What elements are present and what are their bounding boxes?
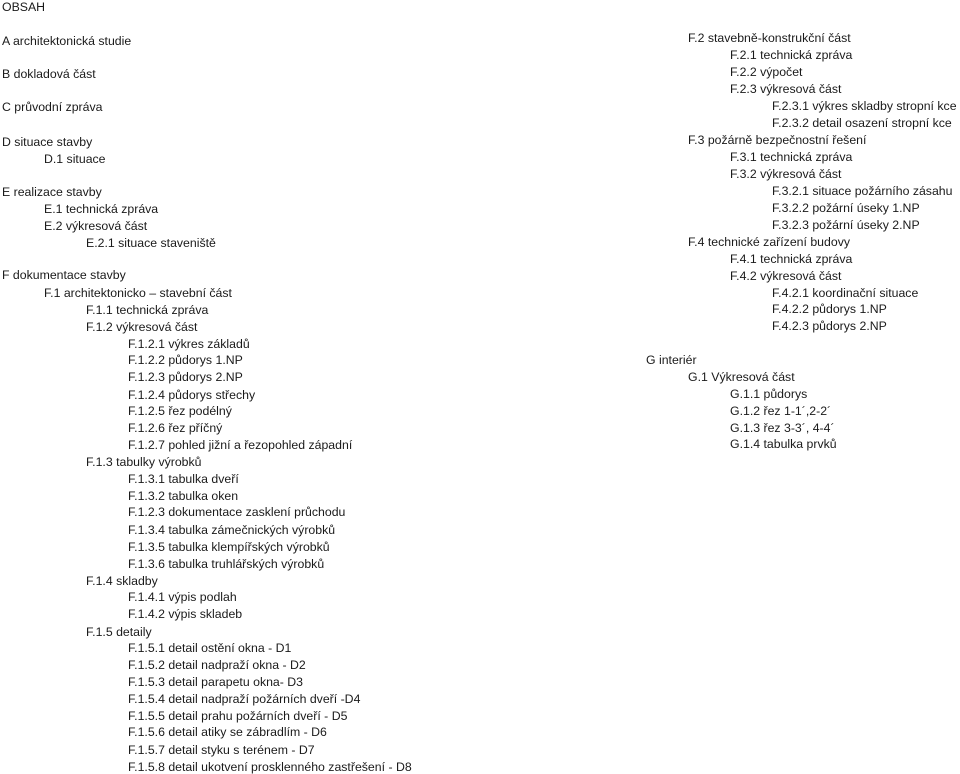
toc-entry: F.1.4.2 výpis skladeb — [128, 607, 243, 621]
toc-entry: F.1.1 technická zpráva — [86, 303, 209, 317]
toc-entry: F.1.5 detaily — [86, 625, 152, 639]
toc-entry: F.1.3.6 tabulka truhlářských výrobků — [128, 557, 325, 571]
toc-entry: F.4.2 výkresová část — [730, 269, 842, 283]
toc-entry: F.1.2.2 půdorys 1.NP — [128, 353, 243, 367]
toc-entry: F.3.2.3 požární úseky 2.NP — [772, 218, 920, 232]
toc-entry: F.4.2.2 půdorys 1.NP — [772, 302, 887, 316]
toc-entry: F.1.3.4 tabulka zámečnických výrobků — [128, 523, 336, 537]
toc-entry: F.1.5.4 detail nadpraží požárních dveří -D4 — [128, 692, 361, 706]
toc-entry: F.2.1 technická zpráva — [730, 48, 853, 62]
toc-entry: F.1.2.4 půdorys střechy — [128, 388, 256, 402]
toc-entry: G.1.4 tabulka prvků — [730, 437, 837, 451]
toc-entry: G.1.1 půdorys — [730, 387, 808, 401]
toc-entry: F.1.5.2 detail nadpraží okna - D2 — [128, 658, 306, 672]
heading: OBSAH — [2, 0, 46, 14]
toc-entry: F.3.2 výkresová část — [730, 167, 842, 181]
toc-entry: F dokumentace stavby — [2, 268, 126, 282]
toc-entry: G.1.2 řez 1-1´,2-2´ — [730, 404, 832, 418]
toc-entry: F.1.5.7 detail styku s terénem - D7 — [128, 743, 315, 757]
toc-entry: B dokladová část — [2, 67, 96, 81]
toc-entry: F.1.3 tabulky výrobků — [86, 455, 202, 469]
toc-entry: F.2 stavebně-konstrukční část — [688, 31, 851, 45]
toc-entry: F.1.5.3 detail parapetu okna- D3 — [128, 675, 304, 689]
toc-entry: F.1.2 výkresová část — [86, 320, 198, 334]
toc-entry: D situace stavby — [2, 135, 93, 149]
toc-entry: F.1.4.1 výpis podlah — [128, 590, 237, 604]
toc-entry: F.3 požárně bezpečnostní řešení — [688, 133, 867, 147]
toc-entry: F.4.2.3 půdorys 2.NP — [772, 319, 887, 333]
toc-entry: F.1.3.5 tabulka klempířských výrobků — [128, 540, 330, 554]
toc-entry: E.1 technická zpráva — [44, 202, 159, 216]
toc-entry: F.1.4 skladby — [86, 574, 158, 588]
toc-entry: F.1.2.3 dokumentace zasklení průchodu — [128, 505, 346, 519]
toc-entry: G.1 Výkresová část — [688, 370, 795, 384]
toc-entry: F.1.5.5 detail prahu požárních dveří - D5 — [128, 709, 348, 723]
toc-entry: F.3.2.2 požární úseky 1.NP — [772, 201, 920, 215]
toc-entry: F.1.3.1 tabulka dveří — [128, 472, 239, 486]
toc-entry: A architektonická studie — [2, 34, 132, 48]
toc-entry: F.3.2.1 situace požárního zásahu — [772, 184, 953, 198]
toc-entry: F.1.2.5 řez podélný — [128, 404, 232, 418]
toc-entry: F.1.2.7 pohled jižní a řezopohled západní — [128, 438, 353, 452]
toc-entry: F.2.3.1 výkres skladby stropní kce — [772, 99, 957, 113]
toc-entry: F.4.1 technická zpráva — [730, 252, 853, 266]
toc-entry: F.2.3.2 detail osazení stropní kce — [772, 116, 952, 130]
toc-entry: F.1.2.3 půdorys 2.NP — [128, 370, 243, 384]
toc-entry: E realizace stavby — [2, 185, 102, 199]
toc-entry: F.1.3.2 tabulka oken — [128, 489, 239, 503]
toc-entry: F.1.2.6 řez příčný — [128, 421, 223, 435]
toc-entry: F.2.2 výpočet — [730, 65, 803, 79]
toc-entry: F.1.5.6 detail atiky se zábradlím - D6 — [128, 725, 327, 739]
toc-entry: E.2 výkresová část — [44, 219, 148, 233]
toc-entry: E.2.1 situace staveniště — [86, 236, 216, 250]
toc-entry: F.1.2.1 výkres základů — [128, 337, 250, 351]
toc-entry: F.1 architektonicko – stavební část — [44, 286, 232, 300]
toc-entry: G interiér — [646, 353, 697, 367]
toc-entry: F.3.1 technická zpráva — [730, 150, 853, 164]
toc-entry: F.1.5.8 detail ukotvení prosklenného zastřešení - D8 — [128, 760, 412, 774]
toc-entry: F.4 technické zařízení budovy — [688, 235, 850, 249]
toc-entry: F.2.3 výkresová část — [730, 82, 842, 96]
toc-entry: F.4.2.1 koordinační situace — [772, 286, 919, 300]
toc-entry: F.1.5.1 detail ostění okna - D1 — [128, 641, 292, 655]
toc-entry: D.1 situace — [44, 152, 106, 166]
toc-entry: C průvodní zpráva — [2, 100, 103, 114]
toc-entry: G.1.3 řez 3-3´, 4-4´ — [730, 421, 835, 435]
